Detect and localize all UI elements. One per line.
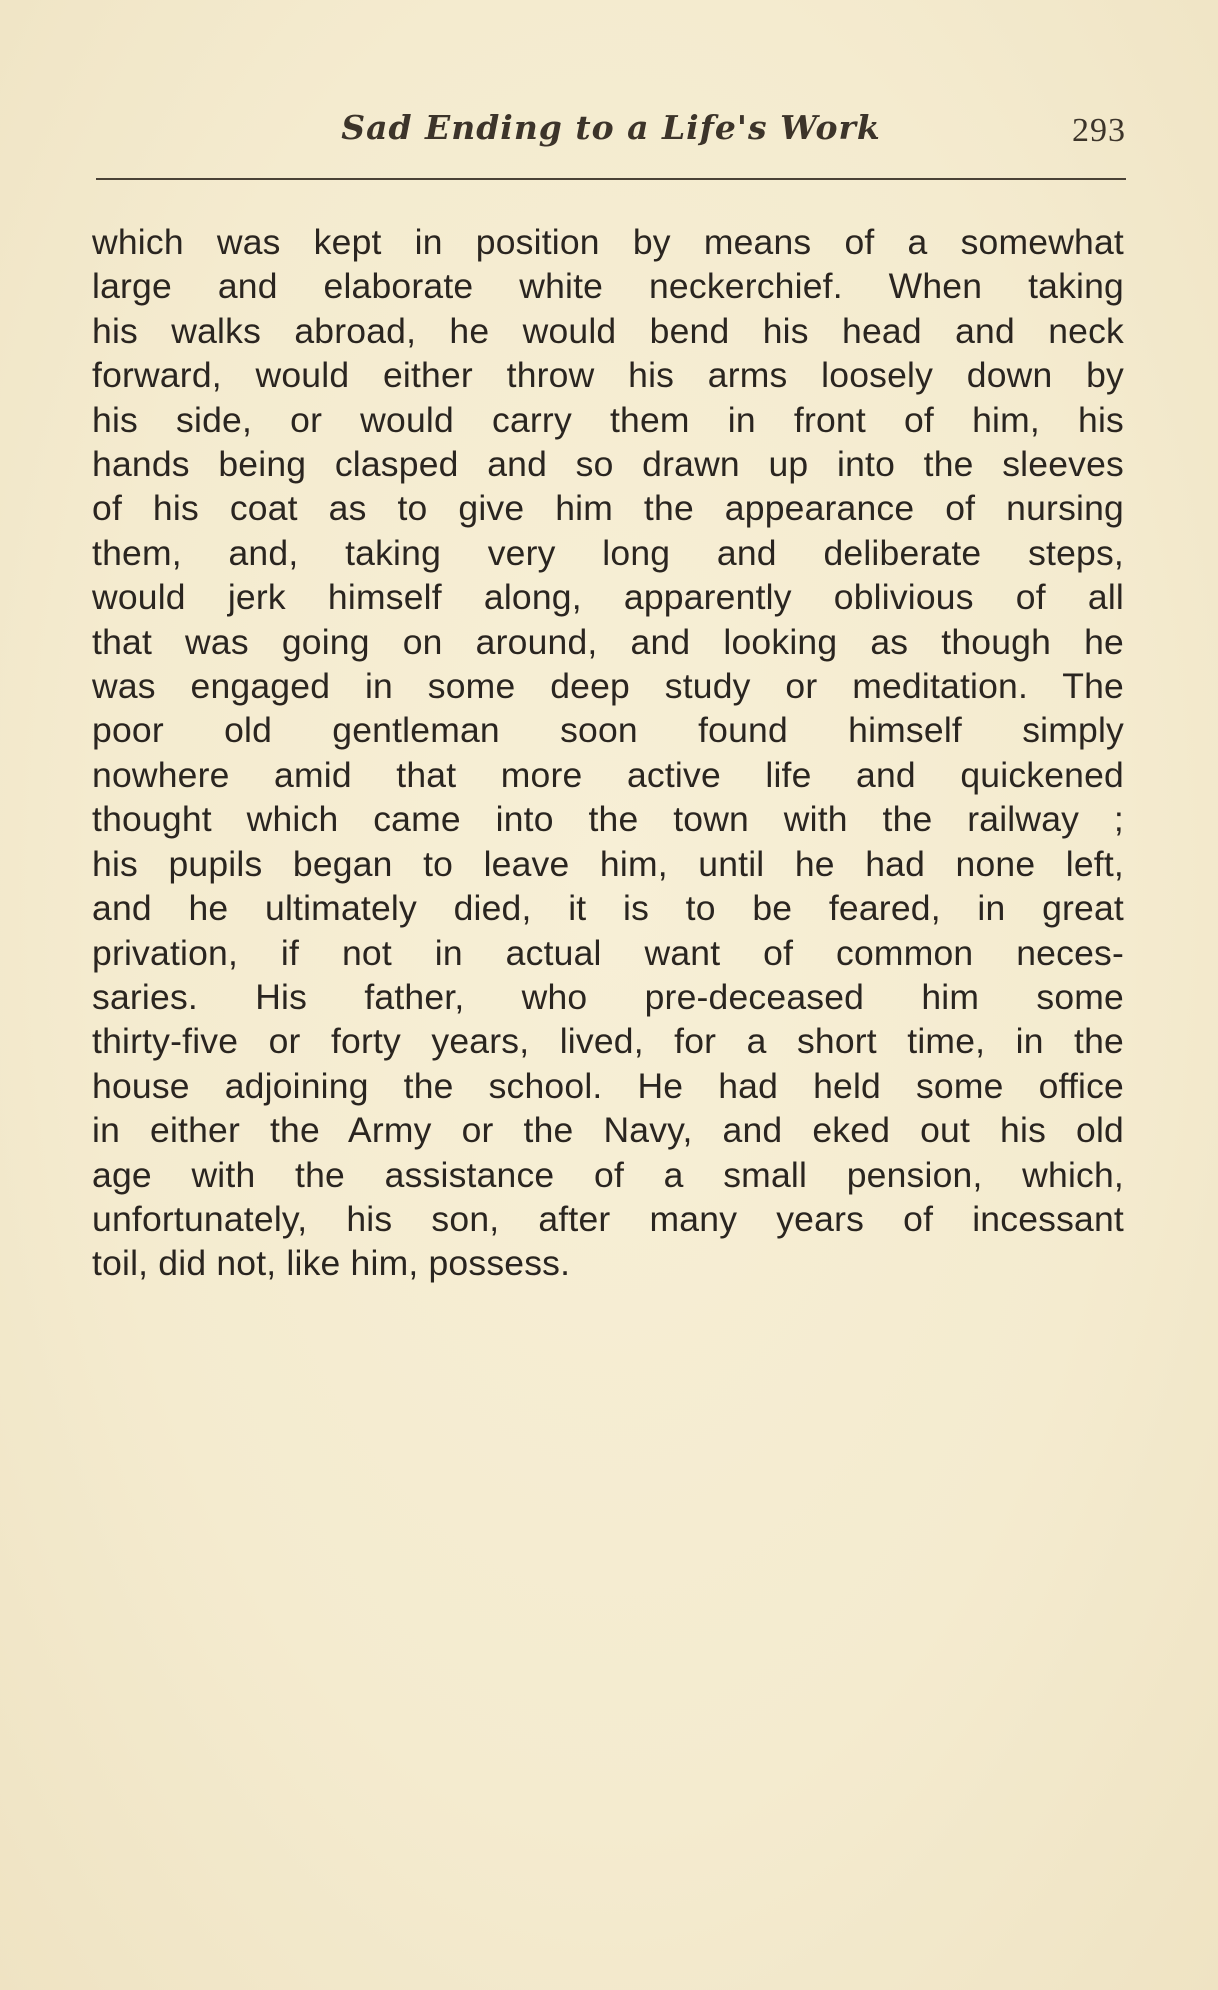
text-line: house adjoining the school. He had held some office (92, 1065, 1124, 1106)
running-title: Sad Ending to a Life's Work (341, 108, 881, 147)
page-number: 293 (1072, 112, 1126, 149)
text-line: thirty-five or forty years, lived, for a short time, in the (92, 1021, 1124, 1062)
text-line: thought which came into the town with the railway ; (92, 799, 1124, 840)
text-line: poor old gentleman soon found himself simply (92, 710, 1124, 751)
text-line: that was going on around, and looking as though he (92, 621, 1124, 662)
running-head (96, 108, 1126, 160)
text-line: toil, did not, like him, possess. (92, 1243, 571, 1284)
text-line: his walks abroad, he would bend his head and neck (92, 310, 1124, 351)
text-line: forward, would either throw his arms loosely down by (92, 355, 1124, 396)
text-line: of his coat as to give him the appearance of nursing (92, 488, 1124, 529)
text-line: saries. His father, who pre-deceased him some (92, 976, 1124, 1017)
text-line: his pupils began to leave him, until he had none left, (92, 843, 1124, 884)
text-line: and he ultimately died, it is to be feared, in great (92, 888, 1124, 929)
text-line: was engaged in some deep study or meditation. The (92, 666, 1124, 707)
header-rule (96, 178, 1126, 180)
text-line: privation, if not in actual want of common neces- (92, 932, 1124, 973)
text-line: in either the Army or the Navy, and eked out his old (92, 1110, 1124, 1151)
text-line: nowhere amid that more active life and quickened (92, 754, 1124, 795)
text-line: large and elaborate white neckerchief. When taking (92, 266, 1124, 307)
text-line: age with the assistance of a small pension, which, (92, 1154, 1124, 1195)
text-line: unfortunately, his son, after many years of incessant (92, 1198, 1124, 1239)
text-line: hands being clasped and so drawn up into the sleeves (92, 444, 1124, 485)
body-paragraph (92, 220, 1124, 1286)
text-line: them, and, taking very long and deliberate steps, (92, 532, 1124, 573)
text-line: would jerk himself along, apparently oblivious of all (92, 577, 1124, 618)
text-line: his side, or would carry them in front of him, his (92, 399, 1124, 440)
text-line: which was kept in position by means of a somewhat (92, 222, 1124, 262)
